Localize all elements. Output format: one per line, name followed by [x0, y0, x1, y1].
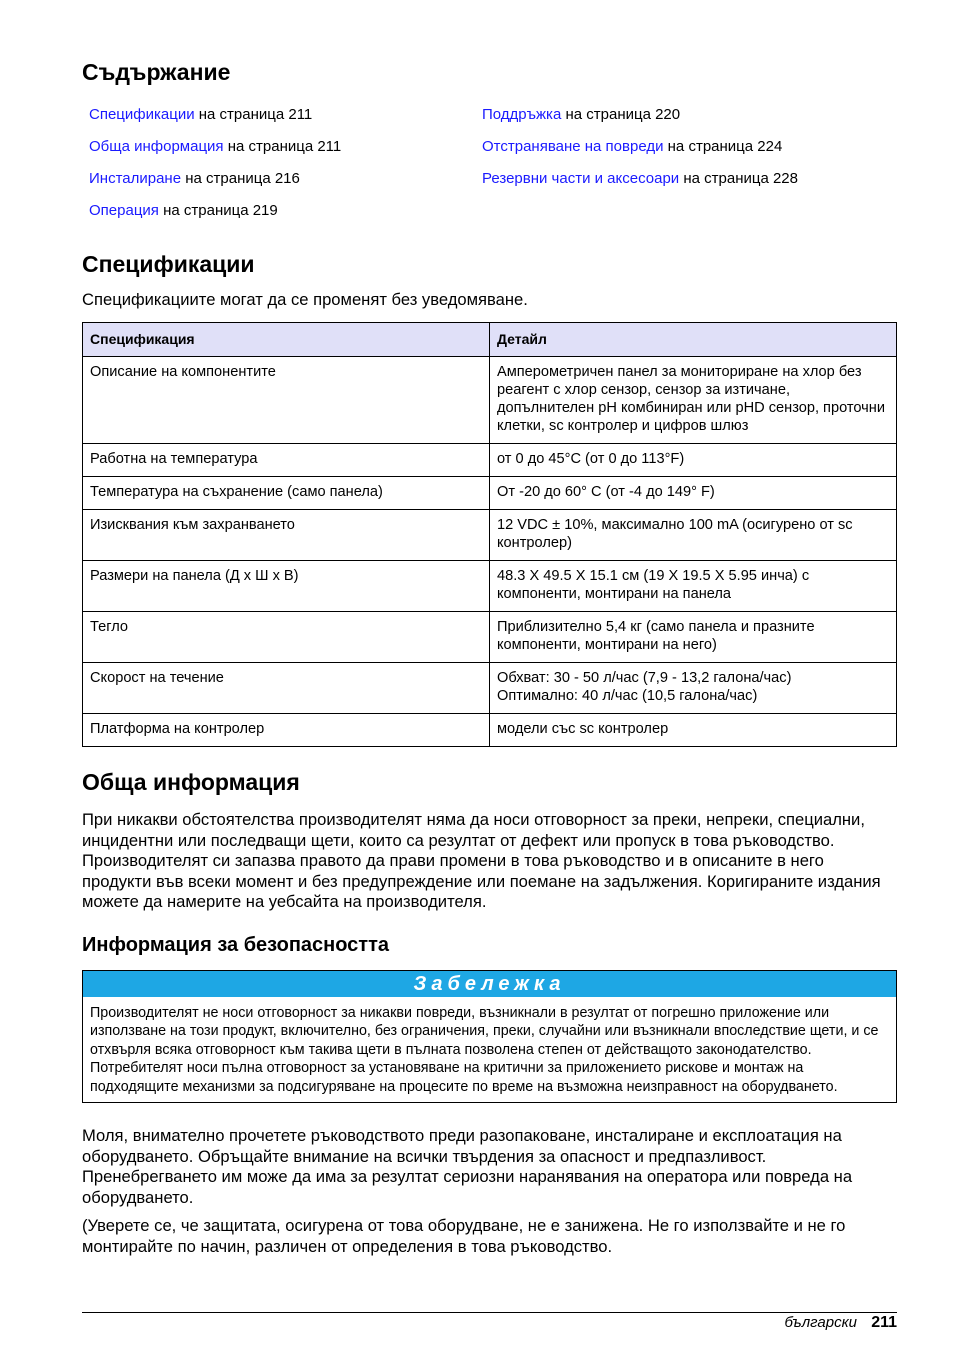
- specifications-title: Спецификации: [82, 251, 255, 277]
- table-cell-spec: Описание на компонентите: [83, 357, 490, 444]
- toc-link-operation[interactable]: Операция: [89, 202, 159, 219]
- toc-link-spare-parts[interactable]: Резервни части и аксесоари: [482, 170, 680, 187]
- toc-item-operation: [89, 201, 278, 221]
- table-cell-spec: Платформа на контролер: [83, 714, 490, 747]
- table-cell-spec: Изисквания към захранването: [83, 510, 490, 561]
- table-cell-spec: Тегло: [83, 612, 490, 663]
- safety-paragraph-2: (Уверете се, че защитата, осигурена от това оборудване, не е занижена. Не го използвайте и не го монтирайте по начин, различен от определения в това ръководство.: [82, 1216, 846, 1256]
- table-cell-spec: Размери на панела (Д x Ш x В): [83, 561, 490, 612]
- table-cell-spec: Скорост на течение: [83, 663, 490, 714]
- toc-page-ref: на страница 220: [561, 106, 681, 123]
- table-cell-detail: Приблизително 5,4 кг (само панела и празните компоненти, монтирани на него): [490, 612, 897, 663]
- table-cell-spec: Температура на съхранение (само панела): [83, 477, 490, 510]
- safety-paragraph-1: Моля, внимателно прочетете ръководството преди разопаковане, инсталиране и експлоатация на оборудването. Обръщайте внимание на всички твърдения за опасност и предпазливост. Пренебрегването им може да има за резултат сериозни наранявания на оператора или повреда на оборудването.: [82, 1126, 853, 1207]
- table-cell-detail: [490, 663, 897, 714]
- toc-link-specifications[interactable]: Спецификации: [89, 106, 195, 123]
- toc-item-specifications: [89, 105, 312, 125]
- footer-divider: [82, 1312, 897, 1313]
- table-row: [83, 510, 897, 561]
- flow-optimal-line: Оптимално: 40 л/час (10,5 галона/час): [497, 688, 758, 704]
- note-text: Производителят не носи отговорност за никакви повреди, възникнали в резултат от погрешно приложение или използване на този продукт, включително, без ограничения, преки, случайни или възникнали впоследствие щети, и се отхвърля всяка отговорност към такива щети в пълната позволена степен от действащото законодателство. Потребителят носи пълна отговорност за установяване на критични за приложението рискове и монтаж на подходящите механизми за подсигуряване на процесите по време на възможна неизправност на оборудването.: [90, 1005, 879, 1095]
- toc-link-general[interactable]: Обща информация: [89, 138, 224, 155]
- table-row: [83, 357, 897, 444]
- table-row: [83, 477, 897, 510]
- toc-link-maintenance[interactable]: Поддръжка: [482, 106, 562, 123]
- table-row: [83, 714, 897, 747]
- table-cell-detail: 48.3 X 49.5 X 15.1 см (19 X 19.5 X 5.95 инча) с компоненти, монтирани на панела: [490, 561, 897, 612]
- table-header-detail: Детайл: [490, 323, 897, 357]
- safety-info-title: Информация за безопасността: [82, 934, 390, 956]
- page-number: 211: [871, 1314, 897, 1331]
- toc-item-general: [89, 137, 341, 157]
- table-cell-detail: Амперометричен панел за мониториране на хлор без реагент с хлор сензор, сензор за изтичане, допълнителен pH комбиниран или pHD сензор, проточни клетки, sc контролер и цифров шлюз: [490, 357, 897, 444]
- table-cell-spec: Работна на температура: [83, 444, 490, 477]
- table-row: [83, 561, 897, 612]
- general-info-paragraph: При никакви обстоятелства производителят няма да носи отговорност за преки, непреки, специални, инцидентни или последващи щети, които са резултат от дефект или пропуск в това ръководство. Производителят си запазва правото да прави промени в това ръководство и в описаните в него продукти във всеки момент и без предупреждение или поемане на задължения. Коригираните издания можете да намерите на уебсайта на производителя.: [82, 810, 881, 911]
- table-header-spec: Спецификация: [83, 323, 490, 357]
- specifications-table: [82, 322, 897, 747]
- toc-link-troubleshooting[interactable]: Отстраняване на повреди: [482, 138, 664, 155]
- toc-page-ref: на страница 224: [663, 138, 783, 155]
- general-info-title: Обща информация: [82, 769, 300, 795]
- flow-range-line: Обхват: 30 - 50 л/час (7,9 - 13,2 галона/час): [497, 670, 792, 686]
- table-cell-detail: От -20 до 60° C (от -4 до 149° F): [490, 477, 897, 510]
- toc-link-installation[interactable]: Инсталиране: [89, 170, 182, 187]
- note-header: Забележка: [83, 971, 896, 997]
- table-cell-detail: от 0 до 45°C (от 0 до 113°F): [490, 444, 897, 477]
- table-row: [83, 663, 897, 714]
- toc-page-ref: на страница 216: [181, 170, 300, 187]
- toc-page-ref: на страница 211: [223, 138, 342, 155]
- page-footer: [784, 1313, 897, 1333]
- table-cell-detail: 12 VDC ± 10%, максимално 100 mA (осигурено от sc контролер): [490, 510, 897, 561]
- table-header-row: [83, 323, 897, 357]
- contents-title: Съдържание: [82, 59, 231, 85]
- toc-page-ref: на страница 228: [679, 170, 798, 187]
- table-row: [83, 612, 897, 663]
- toc-item-maintenance: [482, 105, 680, 125]
- specifications-intro: Спецификациите могат да се променят без уведомяване.: [82, 290, 528, 309]
- table-cell-detail: модели със sc контролер: [490, 714, 897, 747]
- toc-item-troubleshooting: [482, 137, 782, 157]
- toc-page-ref: на страница 219: [158, 202, 278, 219]
- toc-page-ref: на страница 211: [194, 106, 313, 123]
- note-box: [82, 970, 897, 1103]
- footer-language: български: [784, 1314, 858, 1331]
- toc-item-spare-parts: [482, 169, 798, 189]
- toc-item-installation: [89, 169, 300, 189]
- table-row: [83, 444, 897, 477]
